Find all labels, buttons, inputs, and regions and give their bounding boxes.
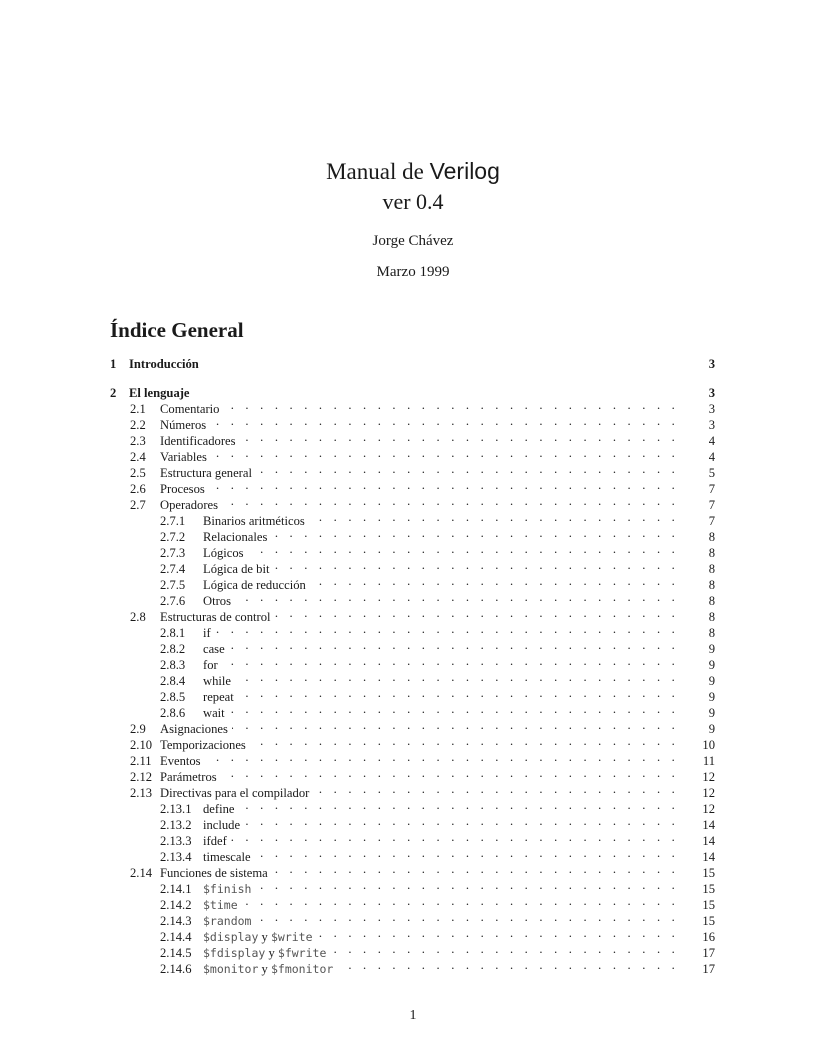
toc-entry-code: $fwrite bbox=[277, 946, 327, 960]
toc-entry-number: 2.9 bbox=[130, 722, 146, 736]
toc-entry-page: 9 bbox=[708, 722, 715, 736]
toc-entry-label: Comentario bbox=[160, 401, 223, 417]
toc-entry-page: 8 bbox=[708, 626, 715, 640]
toc-leader-dots bbox=[240, 429, 679, 445]
toc-entry-page: 8 bbox=[708, 610, 715, 624]
toc-entry-code: $random bbox=[203, 914, 252, 928]
toc-entry-label: Binarios aritméticos bbox=[203, 513, 309, 529]
toc-entry-label: Lógica de reducción bbox=[203, 577, 310, 593]
toc-entry-number: 2.14 bbox=[130, 866, 153, 880]
toc-entry-page: 9 bbox=[708, 690, 715, 704]
toc-leader-dots bbox=[209, 477, 679, 493]
toc-entry-page: 11 bbox=[702, 754, 715, 768]
toc-leader-dots bbox=[317, 925, 679, 941]
toc-entry-number: 2.10 bbox=[130, 738, 153, 752]
toc-entry-number: 2.7.4 bbox=[160, 562, 186, 576]
toc-entry-number: 2.11 bbox=[130, 754, 152, 768]
table-of-contents bbox=[110, 352, 715, 976]
toc-entry[interactable] bbox=[110, 893, 715, 912]
document-author: Jorge Chávez bbox=[372, 233, 454, 249]
toc-entry-page: 7 bbox=[708, 514, 715, 528]
toc-entry[interactable] bbox=[110, 813, 715, 832]
toc-entry-page: 3 bbox=[708, 357, 715, 371]
toc-entry-number: 2.7.6 bbox=[160, 594, 186, 608]
toc-entry-number: 2.13 bbox=[130, 786, 153, 800]
toc-entry-label: repeat bbox=[203, 689, 238, 705]
toc-entry-number: 2.6 bbox=[130, 482, 146, 496]
toc-entry-label: timescale bbox=[203, 849, 255, 865]
toc-entry-number: 2.1 bbox=[130, 402, 146, 416]
toc-leader-dots bbox=[231, 829, 679, 845]
toc-entry-label: Directivas para el compilador bbox=[160, 785, 313, 801]
toc-entry-page: 12 bbox=[702, 786, 715, 800]
toc-leader-dots bbox=[242, 893, 679, 909]
toc-entry-number: 2.8.3 bbox=[160, 658, 186, 672]
toc-entry[interactable] bbox=[110, 845, 715, 864]
toc-entry-page: 8 bbox=[708, 562, 715, 576]
toc-entry-number: 2.14.6 bbox=[160, 962, 192, 976]
toc-entry-page: 17 bbox=[702, 946, 715, 960]
toc-leader-dots bbox=[309, 509, 679, 525]
toc-leader-dots bbox=[222, 493, 679, 509]
toc-entry-page: 15 bbox=[702, 866, 715, 880]
toc-entry-label bbox=[203, 913, 255, 929]
toc-entry-page: 14 bbox=[702, 850, 715, 864]
toc-entry[interactable] bbox=[110, 381, 715, 400]
toc-entry-number: 2.13.4 bbox=[160, 850, 192, 864]
toc-entry-label: Otros bbox=[203, 593, 235, 609]
toc-entry-label: wait bbox=[203, 705, 229, 721]
toc-entry-page: 9 bbox=[708, 658, 715, 672]
toc-entry-number: 2.12 bbox=[130, 770, 153, 784]
toc-entry-number: 2.13.3 bbox=[160, 834, 192, 848]
toc-entry[interactable] bbox=[110, 525, 715, 544]
toc-leader-dots bbox=[229, 701, 679, 717]
toc-entry-number: 2.8.5 bbox=[160, 690, 186, 704]
toc-entry-code: $finish bbox=[203, 882, 252, 896]
toc-entry[interactable] bbox=[110, 941, 715, 960]
toc-entry-page: 15 bbox=[702, 882, 715, 896]
toc-entry-label: ifdef bbox=[203, 833, 231, 849]
toc-entry-label: define bbox=[203, 801, 238, 817]
toc-leader-dots bbox=[255, 877, 679, 893]
toc-entry-number: 2.14.2 bbox=[160, 898, 192, 912]
toc-entry-label: Operadores bbox=[160, 497, 222, 513]
toc-leader-dots bbox=[272, 861, 679, 877]
toc-leader-dots bbox=[238, 685, 679, 701]
toc-entry-label: Lógica de bit bbox=[203, 561, 273, 577]
toc-entry-label: Temporizaciones bbox=[160, 737, 250, 753]
toc-entry[interactable] bbox=[110, 717, 715, 736]
toc-leader-dots bbox=[222, 653, 679, 669]
toc-leader-dots bbox=[255, 909, 679, 925]
toc-entry[interactable] bbox=[110, 669, 715, 688]
toc-entry[interactable] bbox=[110, 957, 715, 976]
toc-leader-dots bbox=[271, 525, 679, 541]
toc-entry-label: Estructura general bbox=[160, 465, 256, 481]
toc-entry-joiner: y bbox=[258, 962, 271, 976]
toc-entry-number: 2.14.4 bbox=[160, 930, 192, 944]
toc-entry[interactable] bbox=[110, 701, 715, 720]
toc-leader-dots bbox=[221, 765, 679, 781]
toc-entry-label bbox=[203, 881, 255, 897]
toc-entry-label: Parámetros bbox=[160, 769, 221, 785]
toc-leader-dots bbox=[255, 845, 679, 861]
toc-entry-page: 14 bbox=[702, 834, 715, 848]
toc-entry-page: 16 bbox=[702, 930, 715, 944]
toc-leader-dots bbox=[223, 397, 679, 413]
toc-entry-number: 2.14.3 bbox=[160, 914, 192, 928]
toc-leader-dots bbox=[275, 605, 679, 621]
toc-entry-page: 7 bbox=[708, 482, 715, 496]
toc-leader-dots bbox=[203, 352, 679, 368]
toc-entry-code: $fmonitor bbox=[270, 962, 334, 976]
toc-leader-dots bbox=[310, 573, 679, 589]
toc-entry-label: Introducción bbox=[129, 356, 203, 372]
toc-entry-page: 5 bbox=[708, 466, 715, 480]
toc-entry-page: 3 bbox=[708, 418, 715, 432]
toc-entry-label: Estructuras de control bbox=[160, 609, 275, 625]
toc-entry-label: while bbox=[203, 673, 235, 689]
toc-entry-label: Identificadores bbox=[160, 433, 240, 449]
toc-entry[interactable] bbox=[110, 909, 715, 928]
toc-entry-code: $display bbox=[203, 930, 259, 944]
toc-entry-label: for bbox=[203, 657, 222, 673]
toc-leader-dots bbox=[229, 637, 679, 653]
toc-entry-number: 2.8.2 bbox=[160, 642, 186, 656]
toc-entry[interactable] bbox=[110, 573, 715, 592]
toc-entry-number: 2.14.1 bbox=[160, 882, 192, 896]
toc-entry-number: 2.7.2 bbox=[160, 530, 186, 544]
toc-entry-code: $fdisplay bbox=[203, 946, 266, 960]
toc-entry[interactable] bbox=[110, 352, 715, 371]
toc-entry-number: 2.5 bbox=[130, 466, 146, 480]
toc-entry-code: $time bbox=[203, 898, 238, 912]
toc-entry[interactable] bbox=[110, 589, 715, 608]
toc-entry-label bbox=[203, 897, 242, 913]
toc-entry-page: 10 bbox=[702, 738, 715, 752]
toc-entry-page: 8 bbox=[708, 546, 715, 560]
toc-entry[interactable] bbox=[110, 541, 715, 560]
page-number: 1 bbox=[409, 1008, 417, 1023]
toc-entry-label: Números bbox=[160, 417, 210, 433]
toc-entry-page: 3 bbox=[708, 386, 715, 400]
toc-leader-dots bbox=[256, 461, 679, 477]
toc-entry-number: 2.8.4 bbox=[160, 674, 186, 688]
toc-entry-number: 2 bbox=[110, 386, 117, 400]
toc-entry[interactable] bbox=[110, 557, 715, 576]
toc-entry-page: 8 bbox=[708, 594, 715, 608]
toc-entry-page: 15 bbox=[702, 898, 715, 912]
toc-entry[interactable] bbox=[110, 685, 715, 704]
toc-entry-label bbox=[203, 929, 317, 945]
document-title bbox=[0, 156, 816, 187]
toc-entry-number: 2.8.6 bbox=[160, 706, 186, 720]
toc-entry-number: 1 bbox=[110, 357, 117, 371]
toc-entry-number: 2.8.1 bbox=[160, 626, 186, 640]
toc-entry-page: 12 bbox=[702, 802, 715, 816]
toc-entry-label: Funciones de sistema bbox=[160, 865, 272, 881]
toc-entry[interactable] bbox=[110, 925, 715, 944]
toc-entry-number: 2.13.1 bbox=[160, 802, 192, 816]
toc-entry-page: 9 bbox=[708, 642, 715, 656]
toc-entry-number: 2.7 bbox=[130, 498, 146, 512]
toc-entry-label: Eventos bbox=[160, 753, 205, 769]
toc-leader-dots bbox=[215, 621, 679, 637]
toc-entry-code: $monitor bbox=[203, 962, 259, 976]
toc-entry[interactable] bbox=[110, 397, 715, 416]
toc-entry-label: include bbox=[203, 817, 244, 833]
toc-entry-label: Procesos bbox=[160, 481, 209, 497]
toc-entry[interactable] bbox=[110, 637, 715, 656]
toc-entry-label: El lenguaje bbox=[129, 385, 194, 401]
title-part1: Manual de bbox=[326, 159, 430, 184]
toc-leader-dots bbox=[250, 733, 679, 749]
toc-entry-label bbox=[203, 961, 337, 977]
toc-entry-label: Variables bbox=[160, 449, 211, 465]
toc-entry-joiner: y bbox=[265, 946, 278, 960]
toc-entry-joiner: y bbox=[258, 930, 271, 944]
title-part2: Verilog bbox=[429, 158, 500, 184]
toc-entry-page: 9 bbox=[708, 674, 715, 688]
toc-entry-label: if bbox=[203, 625, 215, 641]
toc-entry-label: Lógicos bbox=[203, 545, 248, 561]
document-title-block bbox=[0, 156, 816, 217]
toc-entry-number: 2.13.2 bbox=[160, 818, 192, 832]
toc-leader-dots bbox=[248, 541, 679, 557]
toc-entry-page: 9 bbox=[708, 706, 715, 720]
toc-leader-dots bbox=[273, 557, 679, 573]
toc-heading: Índice General bbox=[110, 318, 244, 342]
toc-entry-page: 8 bbox=[708, 530, 715, 544]
toc-entry[interactable] bbox=[110, 861, 715, 880]
toc-entry[interactable] bbox=[110, 829, 715, 848]
toc-entry-number: 2.2 bbox=[130, 418, 146, 432]
toc-entry-page: 4 bbox=[708, 450, 715, 464]
toc-leader-dots bbox=[205, 749, 679, 765]
toc-entry-label: case bbox=[203, 641, 229, 657]
toc-leader-dots bbox=[244, 813, 679, 829]
toc-entry-page: 17 bbox=[702, 962, 715, 976]
toc-entry-number: 2.14.5 bbox=[160, 946, 192, 960]
toc-leader-dots bbox=[232, 717, 679, 733]
toc-leader-dots bbox=[330, 941, 679, 957]
toc-entry[interactable] bbox=[110, 653, 715, 672]
toc-leader-dots bbox=[235, 669, 679, 685]
toc-entry-code: $write bbox=[270, 930, 313, 944]
document-date: Marzo 1999 bbox=[376, 264, 450, 280]
toc-leader-dots bbox=[211, 445, 679, 461]
document-version: ver 0.4 bbox=[382, 189, 444, 214]
toc-entry-page: 15 bbox=[702, 914, 715, 928]
toc-entry-number: 2.3 bbox=[130, 434, 146, 448]
toc-entry[interactable] bbox=[110, 605, 715, 624]
toc-entry-number: 2.7.5 bbox=[160, 578, 186, 592]
toc-entry-label: Asignaciones bbox=[160, 721, 232, 737]
toc-entry-page: 12 bbox=[702, 770, 715, 784]
toc-entry-label bbox=[203, 945, 330, 961]
toc-entry-page: 14 bbox=[702, 818, 715, 832]
toc-entry-page: 4 bbox=[708, 434, 715, 448]
toc-leader-dots bbox=[194, 381, 679, 397]
toc-entry-number: 2.8 bbox=[130, 610, 146, 624]
toc-entry-number: 2.7.3 bbox=[160, 546, 186, 560]
toc-entry-page: 8 bbox=[708, 578, 715, 592]
toc-entry-page: 3 bbox=[708, 402, 715, 416]
toc-leader-dots bbox=[313, 781, 679, 797]
toc-entry-number: 2.4 bbox=[130, 450, 146, 464]
toc-entry-page: 7 bbox=[708, 498, 715, 512]
toc-leader-dots bbox=[210, 413, 679, 429]
toc-entry-label: Relacionales bbox=[203, 529, 271, 545]
toc-entry-number: 2.7.1 bbox=[160, 514, 186, 528]
toc-leader-dots bbox=[337, 957, 679, 973]
